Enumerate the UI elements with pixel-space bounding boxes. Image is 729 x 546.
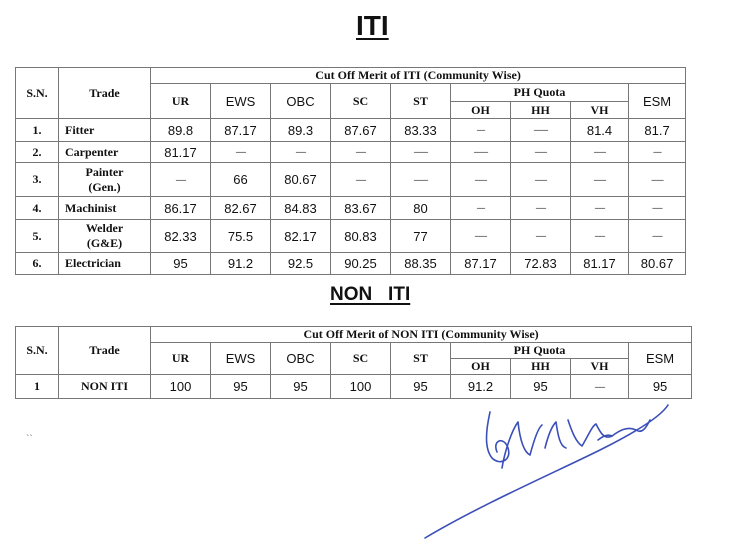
sn-cell: 5. (16, 220, 59, 253)
value-cell: 89.3 (271, 119, 331, 142)
esm-header: ESM (629, 84, 686, 119)
value-cell: ------ (511, 142, 571, 163)
value-cell: ----- (331, 142, 391, 163)
value-cell: 81.4 (571, 119, 629, 142)
value-cell: ------ (451, 163, 511, 197)
value-cell: ----- (571, 220, 629, 253)
category-header-ur: UR (151, 84, 211, 119)
value-cell: ------- (511, 119, 571, 142)
value-cell: 83.67 (331, 197, 391, 220)
value-cell: ------ (571, 142, 629, 163)
value-cell: 82.17 (271, 220, 331, 253)
value-cell: ---- (451, 197, 511, 220)
sn-header: S.N. (16, 68, 59, 119)
value-cell: 95 (511, 375, 571, 399)
value-cell: 100 (331, 375, 391, 399)
esm-header: ESM (629, 343, 692, 375)
value-cell: 87.67 (331, 119, 391, 142)
value-cell: 86.17 (151, 197, 211, 220)
trade-cell: Welder (G&E) (59, 220, 151, 253)
value-cell: 95 (211, 375, 271, 399)
value-cell: ---- (451, 119, 511, 142)
category-header-ews: EWS (211, 84, 271, 119)
ph-sub-header-hh: HH (511, 102, 571, 119)
sn-cell: 2. (16, 142, 59, 163)
iti-title: ITI (356, 10, 389, 41)
category-header-ews: EWS (211, 343, 271, 375)
value-cell: 81.17 (571, 253, 629, 275)
category-header-st: ST (391, 343, 451, 375)
value-cell: 80.67 (629, 253, 686, 275)
value-cell: ------- (391, 163, 451, 197)
value-cell: 92.5 (271, 253, 331, 275)
sn-cell: 6. (16, 253, 59, 275)
value-cell: 72.83 (511, 253, 571, 275)
value-cell: 81.7 (629, 119, 686, 142)
value-cell: 91.2 (451, 375, 511, 399)
value-cell: ---- (629, 142, 686, 163)
sn-cell: 3. (16, 163, 59, 197)
value-cell: ----- (331, 163, 391, 197)
ph-sub-header-vh: VH (571, 359, 629, 375)
value-cell: ------- (451, 142, 511, 163)
category-header-sc: SC (331, 343, 391, 375)
value-cell: 95 (151, 253, 211, 275)
category-header-obc: OBC (271, 84, 331, 119)
category-header-obc: OBC (271, 343, 331, 375)
value-cell: ----- (511, 197, 571, 220)
value-cell: 77 (391, 220, 451, 253)
value-cell: 83.33 (391, 119, 451, 142)
value-cell: 95 (391, 375, 451, 399)
ph-sub-header-oh: OH (451, 359, 511, 375)
value-cell: 87.17 (451, 253, 511, 275)
value-cell: 66 (211, 163, 271, 197)
category-header-sc: SC (331, 84, 391, 119)
value-cell: 82.67 (211, 197, 271, 220)
value-cell: ----- (211, 142, 271, 163)
sn-header: S.N. (16, 327, 59, 375)
value-cell: 90.25 (331, 253, 391, 275)
category-header-st: ST (391, 84, 451, 119)
value-cell: ------ (629, 163, 686, 197)
margin-mark: `` (26, 434, 33, 445)
value-cell: ------ (571, 163, 629, 197)
value-cell: 91.2 (211, 253, 271, 275)
trade-cell: Carpenter (59, 142, 151, 163)
category-header-ur: UR (151, 343, 211, 375)
sn-cell: 4. (16, 197, 59, 220)
trade-cell: Painter (Gen.) (59, 163, 151, 197)
value-cell: 80.67 (271, 163, 331, 197)
value-cell: 80 (391, 197, 451, 220)
value-cell: ----- (271, 142, 331, 163)
ph-quota-header: PH Quota (451, 343, 629, 359)
ph-sub-header-oh: OH (451, 102, 511, 119)
ph-sub-header-hh: HH (511, 359, 571, 375)
value-cell: 95 (271, 375, 331, 399)
value-cell: 89.8 (151, 119, 211, 142)
value-cell: 88.35 (391, 253, 451, 275)
value-cell: 80.83 (331, 220, 391, 253)
value-cell: 100 (151, 375, 211, 399)
trade-cell: Machinist (59, 197, 151, 220)
value-cell: ----- (571, 197, 629, 220)
value-cell: ------- (391, 142, 451, 163)
value-cell: ------ (511, 163, 571, 197)
trade-header: Trade (59, 327, 151, 375)
ph-sub-header-vh: VH (571, 102, 629, 119)
non-iti-title: NON ITI (330, 284, 411, 305)
value-cell: ------ (451, 220, 511, 253)
trade-header: Trade (59, 68, 151, 119)
value-cell: 95 (629, 375, 692, 399)
value-cell: 82.33 (151, 220, 211, 253)
sn-cell: 1 (16, 375, 59, 399)
trade-cell: Fitter (59, 119, 151, 142)
trade-cell: Electrician (59, 253, 151, 275)
value-cell: 87.17 (211, 119, 271, 142)
sn-cell: 1. (16, 119, 59, 142)
value-cell: 75.5 (211, 220, 271, 253)
cutoff-group-header: Cut Off Merit of ITI (Community Wise) (151, 68, 686, 84)
value-cell: 84.83 (271, 197, 331, 220)
value-cell: ----- (151, 163, 211, 197)
value-cell: ----- (511, 220, 571, 253)
value-cell: ----- (629, 197, 686, 220)
value-cell: 81.17 (151, 142, 211, 163)
ph-quota-header: PH Quota (451, 84, 629, 102)
value-cell: ----- (629, 220, 686, 253)
value-cell: ----- (571, 375, 629, 399)
trade-cell: NON ITI (59, 375, 151, 399)
cutoff-group-header: Cut Off Merit of NON ITI (Community Wise) (151, 327, 692, 343)
